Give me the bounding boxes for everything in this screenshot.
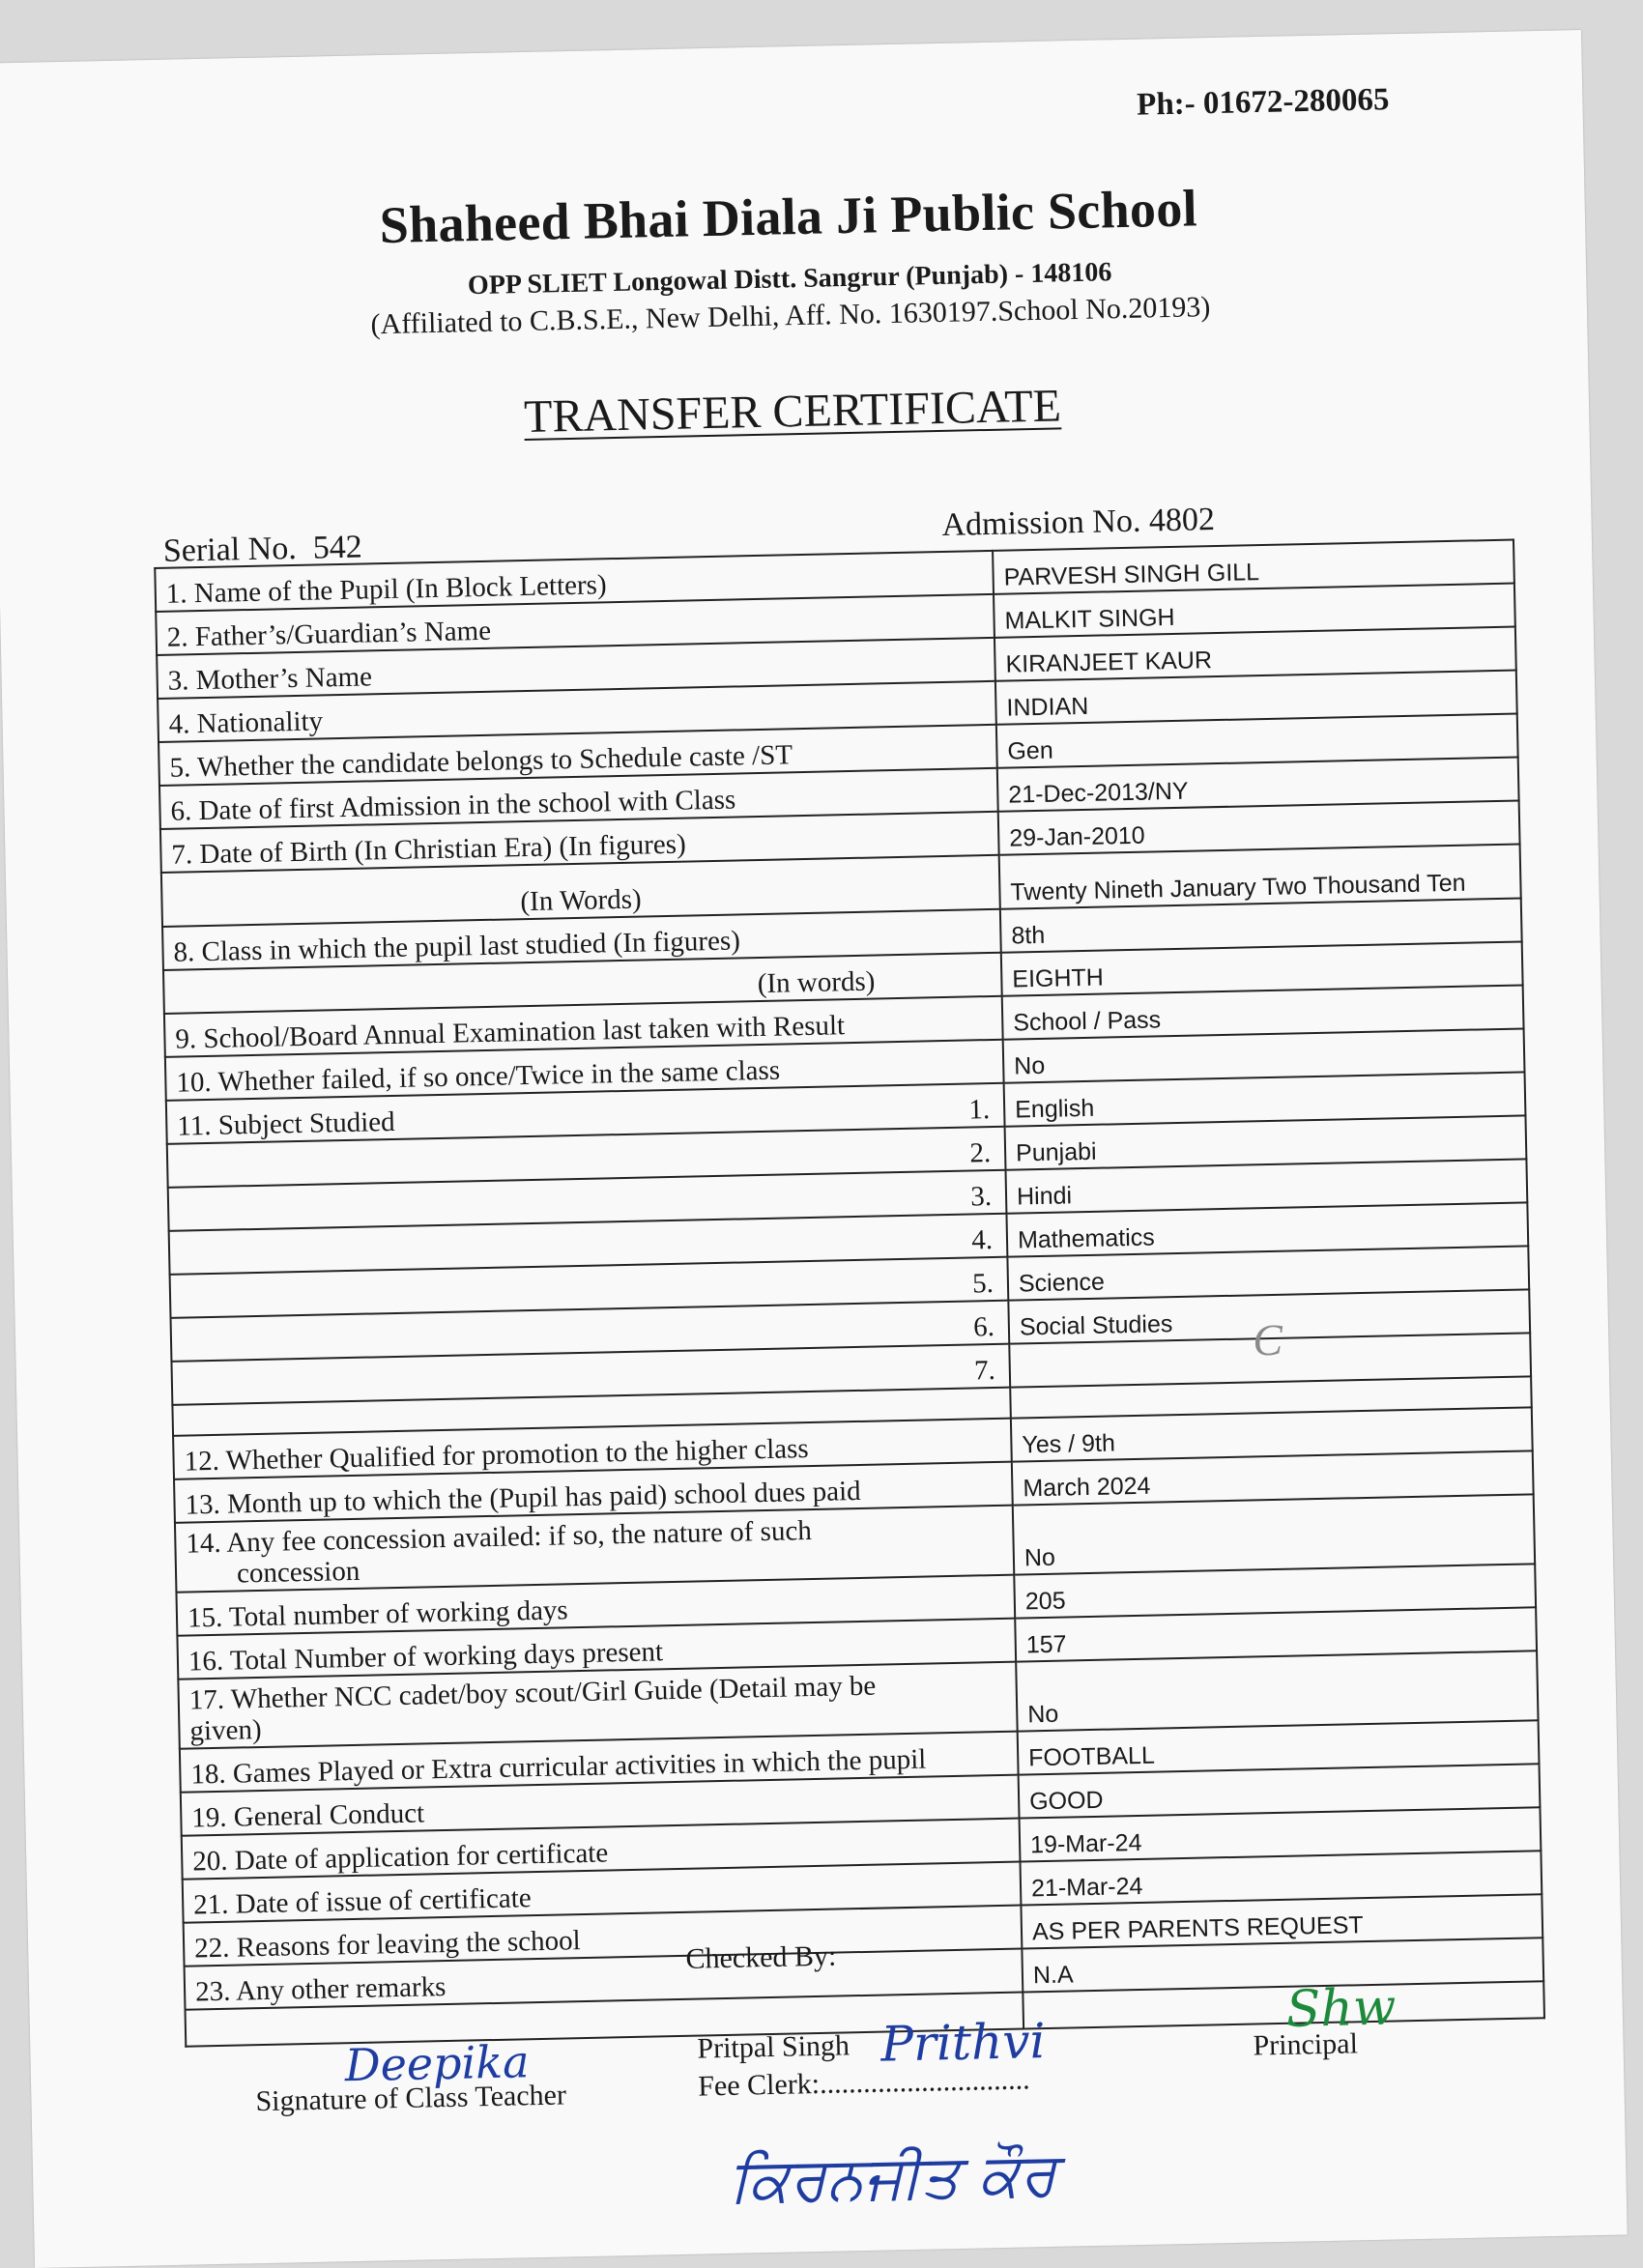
row-value: MALKIT SINGH <box>994 584 1515 638</box>
row-value: Gen <box>996 714 1518 768</box>
fee-clerk-name: Pritpal Singh <box>697 2029 850 2065</box>
row-value: 21-Mar-24 <box>1020 1851 1542 1905</box>
row-value: No <box>1013 1494 1535 1574</box>
row-value: INDIAN <box>995 671 1517 725</box>
subject-value: Mathematics <box>1006 1202 1528 1256</box>
certificate-title: TRANSFER CERTIFICATE <box>523 380 1062 443</box>
row-label: 8. Class in which the pupil last studied (In figures) <box>162 909 1001 970</box>
fee-clerk-signature: Prithvi <box>879 2013 1047 2073</box>
phone-number: Ph:- 01672-280065 <box>1136 82 1390 123</box>
row-value: AS PER PARENTS REQUEST <box>1021 1894 1542 1948</box>
row-label: 5. <box>170 1257 1009 1318</box>
serial-number: Serial No. 542 <box>162 529 363 569</box>
row-value: FOOTBALL <box>1018 1720 1540 1774</box>
admission-number: Admission No. 4802 <box>941 502 1216 543</box>
subject-value: English <box>1004 1072 1526 1126</box>
row-value: 205 <box>1014 1564 1536 1618</box>
row-label: 6. <box>171 1301 1010 1362</box>
subject-value: Social Studies <box>1008 1289 1530 1343</box>
row-value: PARVESH SINGH GILL <box>993 540 1514 594</box>
subject-value: Hindi <box>1005 1159 1527 1213</box>
school-affiliation: (Affiliated to C.B.S.E., New Delhi, Aff. No. 1630197.School No.20193) <box>370 291 1211 341</box>
row-label: (In Words) <box>161 855 1000 927</box>
row-value: Twenty Nineth January Two Thousand Ten <box>999 845 1521 909</box>
pencil-mark: C <box>1252 1314 1283 1365</box>
row-value: No <box>1003 1028 1525 1082</box>
transfer-certificate-table <box>154 539 1545 2048</box>
row-label: 17. Whether NCC cadet/boy scout/Girl Guide (Detail may be given) <box>178 1662 1017 1749</box>
row-label: 2. <box>167 1127 1006 1188</box>
row-label: 21. Date of issue of certificate <box>183 1862 1022 1923</box>
row-label: 23. Any other remarks <box>185 1949 1023 2010</box>
row-value: March 2024 <box>1012 1450 1534 1505</box>
row-label: 16. Total Number of working days present <box>177 1619 1016 1679</box>
row-value: 21-Dec-2013/NY <box>997 758 1519 812</box>
row-label: 9. School/Board Annual Examination last taken with Result <box>164 996 1003 1057</box>
row-label: 19. General Conduct <box>181 1775 1020 1836</box>
row-label: 2. Father’s/Guardian’s Name <box>156 594 994 655</box>
row-label: 10. Whether failed, if so once/Twice in the same class <box>165 1040 1004 1101</box>
checked-by-label: Checked By: <box>685 1939 837 1975</box>
row-label: 11. Subject Studied 1. <box>166 1083 1005 1144</box>
row-label: 7. Date of Birth (In Christian Era) (In figures) <box>160 812 999 873</box>
row-label: 6. Date of first Admission in the school with Class <box>159 768 998 829</box>
row-label: 4. Nationality <box>158 681 996 742</box>
class-teacher-signature: Deepika <box>344 2035 531 2092</box>
row-label: 20. Date of application for certificate <box>182 1819 1021 1880</box>
row-label: 3. <box>168 1170 1007 1231</box>
row-value: N.A <box>1022 1938 1543 1992</box>
row-label: 3. Mother’s Name <box>157 638 995 699</box>
fee-clerk-label: Fee Clerk:............................. <box>697 2063 1030 2103</box>
subject-value: Punjabi <box>1005 1115 1527 1169</box>
principal-signature: Shw <box>1285 1978 1397 2039</box>
row-value: School / Pass <box>1002 985 1524 1039</box>
school-address: OPP SLIET Longowal Distt. Sangrur (Punjab) - 148106 <box>467 257 1112 301</box>
principal-label: Principal <box>1253 2027 1359 2062</box>
row-value: KIRANJEET KAUR <box>994 627 1516 681</box>
row-value: Yes / 9th <box>1011 1407 1533 1461</box>
school-name: Shaheed Bhai Diala Ji Public School <box>379 179 1198 255</box>
handwritten-note: ਕਿਰਨਜੀਤ ਕੌਰ <box>728 2138 1057 2216</box>
row-label: 5. Whether the candidate belongs to Schedule caste /ST <box>159 725 997 786</box>
row-value: EIGHTH <box>1001 941 1523 995</box>
row-label: 7. <box>171 1344 1010 1405</box>
row-label: 12. Whether Qualified for promotion to the higher class <box>173 1419 1012 1479</box>
subject-value: Science <box>1007 1246 1529 1300</box>
row-label: 15. Total number of working days <box>176 1575 1015 1636</box>
row-label: 4. <box>169 1214 1008 1275</box>
row-value: 29-Jan-2010 <box>998 801 1520 855</box>
row-label: 18. Games Played or Extra curricular activities in which the pupil <box>180 1732 1019 1793</box>
row-label: 13. Month up to which the (Pupil has paid) school dues paid <box>174 1462 1013 1523</box>
certificate-paper <box>0 30 1628 2268</box>
row-value: GOOD <box>1019 1764 1541 1818</box>
class-teacher-label: Signature of Class Teacher <box>255 2079 567 2118</box>
row-value: No <box>1016 1651 1538 1731</box>
row-value: 157 <box>1015 1607 1537 1661</box>
row-label: (In words) <box>163 953 1002 1014</box>
row-value: 19-Mar-24 <box>1020 1807 1542 1861</box>
row-value: 8th <box>1000 898 1522 952</box>
row-label: 14. Any fee concession availed: if so, the nature of such concession <box>175 1506 1014 1593</box>
row-label: 1. Name of the Pupil (In Block Letters) <box>155 551 994 612</box>
row-label: 22. Reasons for leaving the school <box>184 1906 1023 1967</box>
